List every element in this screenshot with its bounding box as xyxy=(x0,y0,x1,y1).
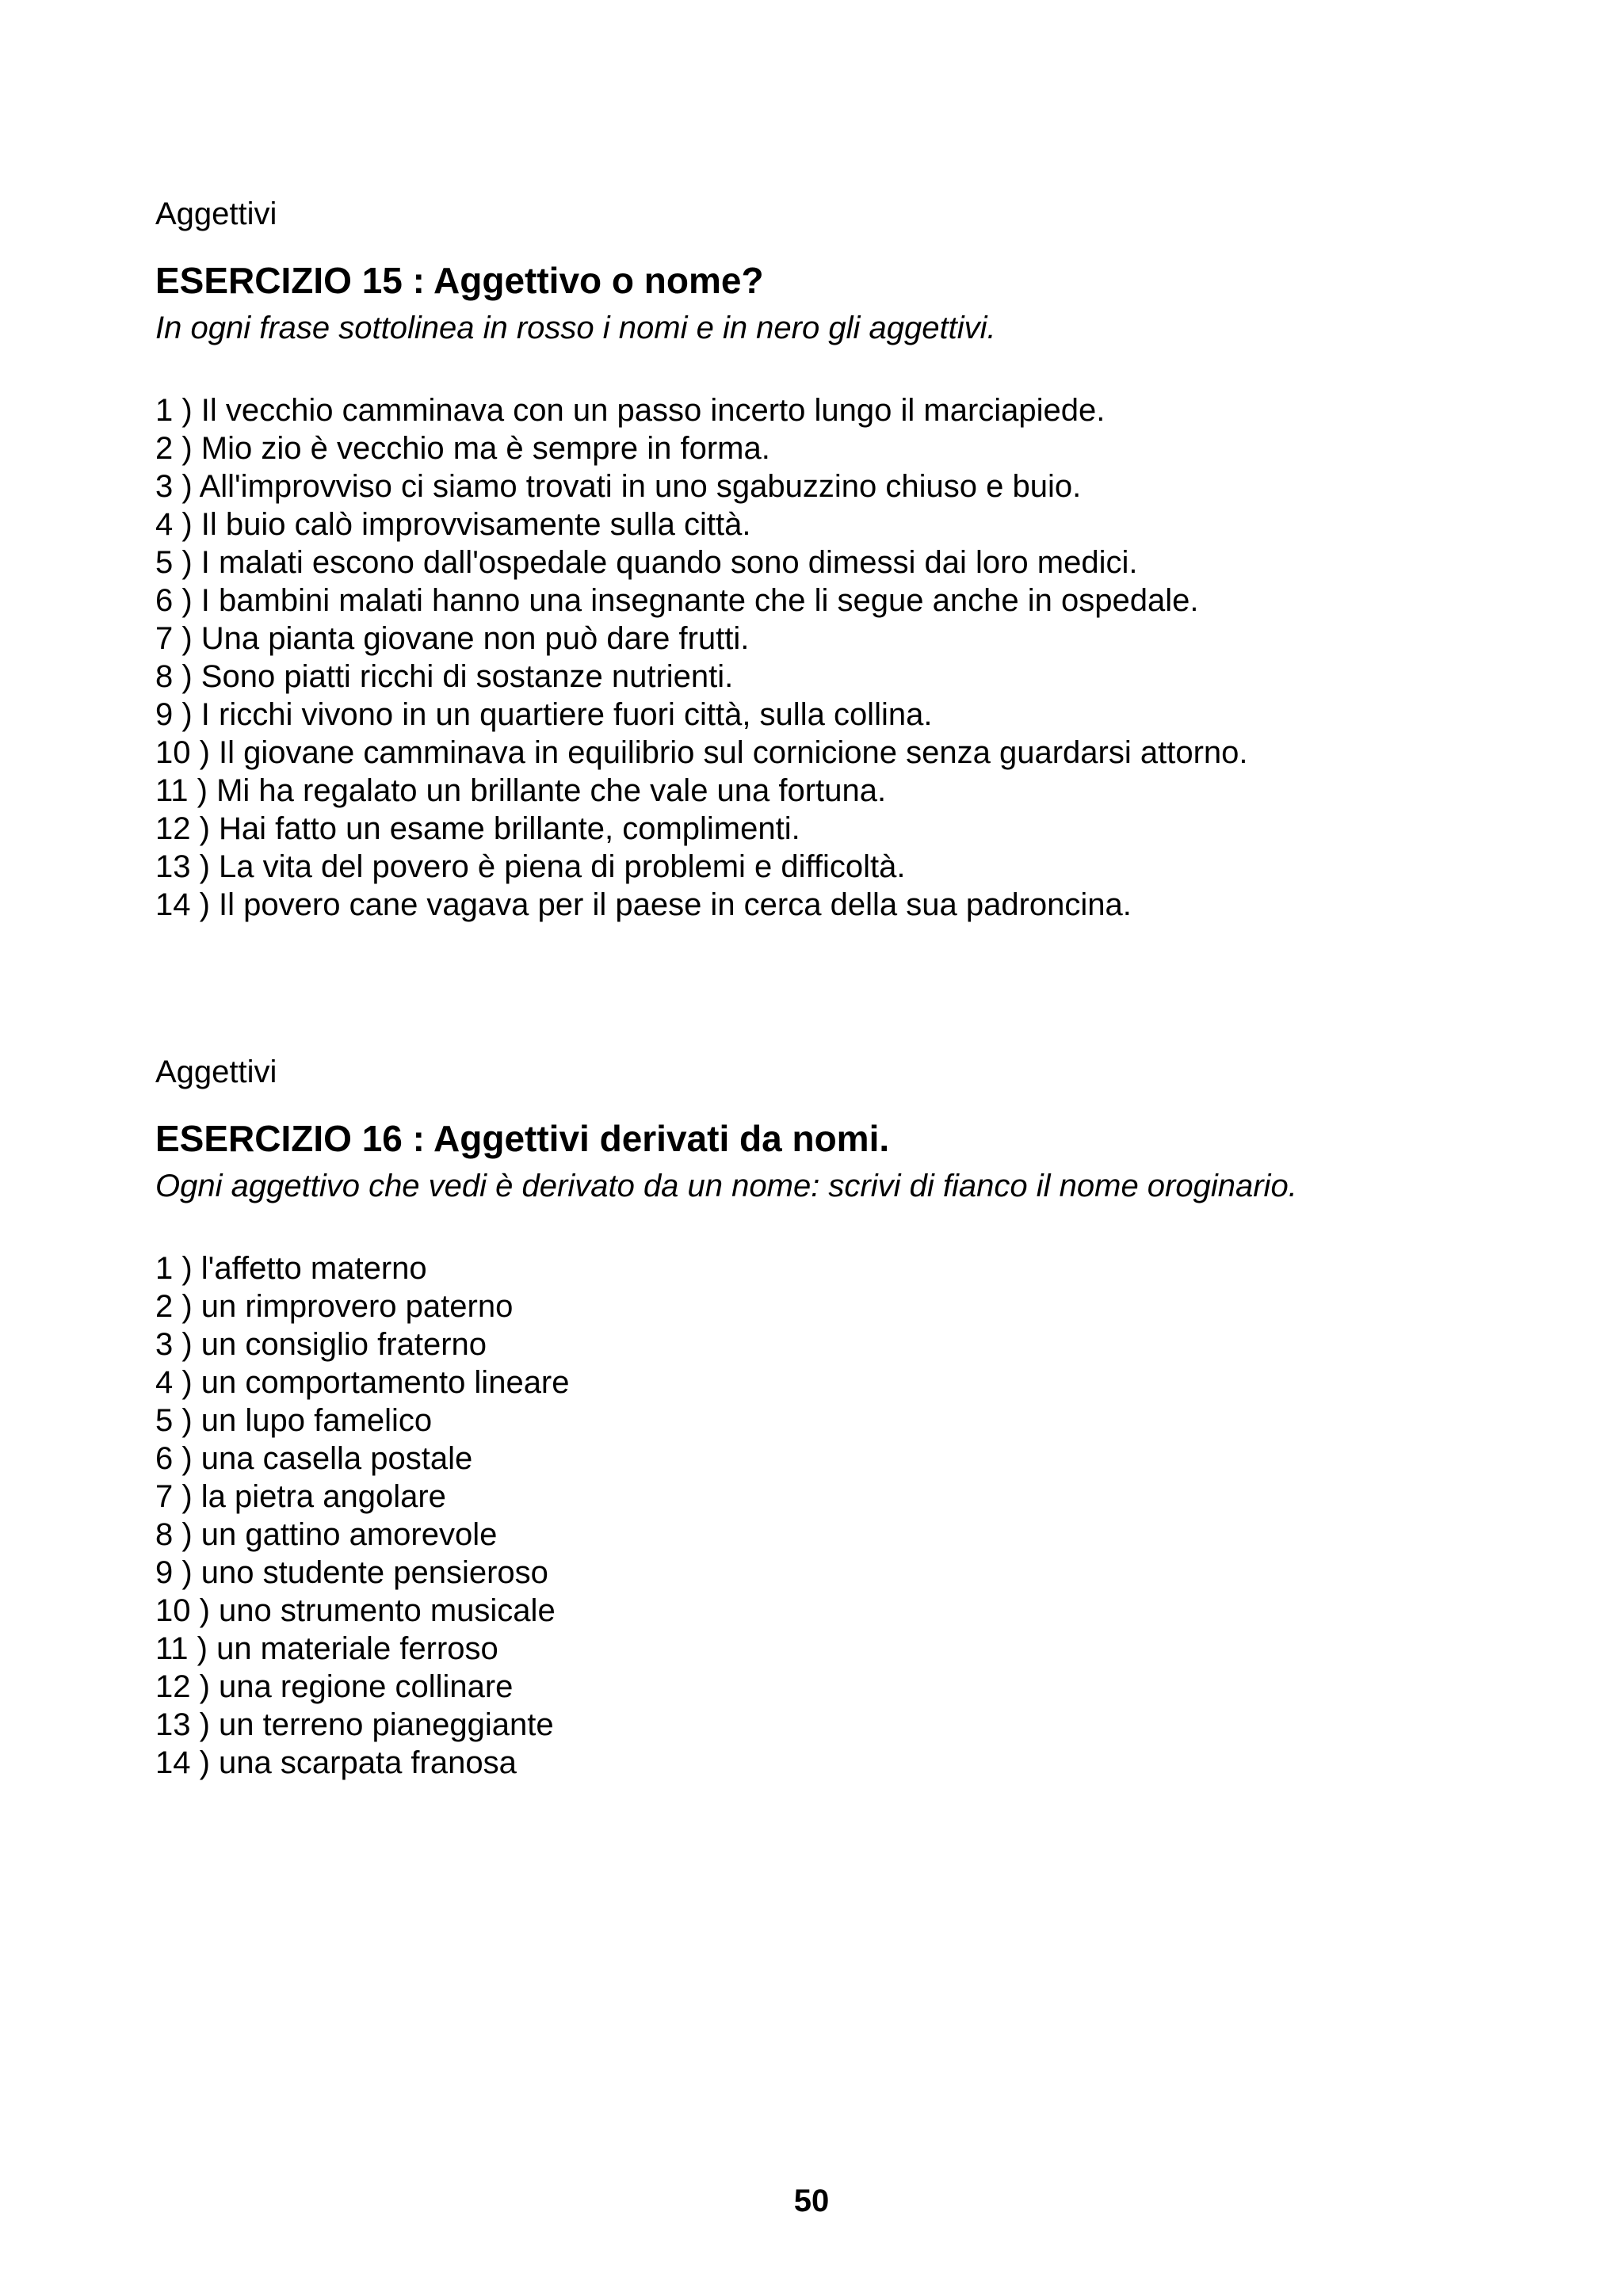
exercise-instruction: Ogni aggettivo che vedi è derivato da un nome: scrivi di fianco il nome oroginario. xyxy=(155,1169,1297,1203)
list-item: 10 ) uno strumento musicale xyxy=(155,1593,556,1628)
list-item: 14 ) Il povero cane vagava per il paese in cerca della sua padroncina. xyxy=(155,887,1132,922)
list-item: 13 ) La vita del povero è piena di problemi e difficoltà. xyxy=(155,849,906,884)
list-item: 12 ) Hai fatto un esame brillante, complimenti. xyxy=(155,811,800,846)
sentence-list xyxy=(155,391,1518,924)
list-item: 4 ) Il buio calò improvvisamente sulla città. xyxy=(155,507,751,542)
list-item: 9 ) I ricchi vivono in un quartiere fuori città, sulla collina. xyxy=(155,697,933,732)
exercise-title: ESERCIZIO 16 : Aggettivi derivati da nomi. xyxy=(155,1118,890,1159)
exercise-title: ESERCIZIO 15 : Aggettivo o nome? xyxy=(155,260,764,301)
phrase-list xyxy=(155,1249,1518,1782)
list-item: 8 ) Sono piatti ricchi di sostanze nutrienti. xyxy=(155,659,734,694)
exercise-16 xyxy=(155,1050,1518,1782)
list-item: 10 ) Il giovane camminava in equilibrio sul cornicione senza guardarsi attorno. xyxy=(155,735,1248,770)
list-item: 6 ) una casella postale xyxy=(155,1441,473,1476)
list-item: 2 ) Mio zio è vecchio ma è sempre in forma. xyxy=(155,431,770,466)
list-item: 7 ) la pietra angolare xyxy=(155,1479,446,1514)
exercise-instruction: In ogni frase sottolinea in rosso i nomi e in nero gli aggettivi. xyxy=(155,311,996,345)
list-item: 1 ) l'affetto materno xyxy=(155,1251,427,1286)
list-item: 12 ) una regione collinare xyxy=(155,1669,514,1704)
page-number: 50 xyxy=(793,2183,830,2218)
list-item: 5 ) un lupo famelico xyxy=(155,1403,433,1438)
list-item: 8 ) un gattino amorevole xyxy=(155,1517,498,1552)
list-item: 1 ) Il vecchio camminava con un passo incerto lungo il marciapiede. xyxy=(155,393,1106,428)
list-item: 3 ) All'improvviso ci siamo trovati in uno sgabuzzino chiuso e buio. xyxy=(155,469,1082,504)
list-item: 7 ) Una pianta giovane non può dare frutti. xyxy=(155,621,750,656)
exercise-15 xyxy=(155,192,1518,924)
list-item: 4 ) un comportamento lineare xyxy=(155,1365,570,1400)
list-item: 6 ) I bambini malati hanno una insegnante che li segue anche in ospedale. xyxy=(155,583,1199,618)
list-item: 9 ) uno studente pensieroso xyxy=(155,1555,548,1590)
category-label: Aggettivi xyxy=(155,196,277,231)
list-item: 3 ) un consiglio fraterno xyxy=(155,1327,487,1362)
list-item: 5 ) I malati escono dall'ospedale quando sono dimessi dai loro medici. xyxy=(155,545,1138,580)
list-item: 14 ) una scarpata franosa xyxy=(155,1745,517,1780)
list-item: 11 ) un materiale ferroso xyxy=(155,1631,498,1666)
list-item: 2 ) un rimprovero paterno xyxy=(155,1289,514,1324)
list-item: 11 ) Mi ha regalato un brillante che vale una fortuna. xyxy=(155,773,887,808)
category-label: Aggettivi xyxy=(155,1055,277,1089)
list-item: 13 ) un terreno pianeggiante xyxy=(155,1707,554,1742)
